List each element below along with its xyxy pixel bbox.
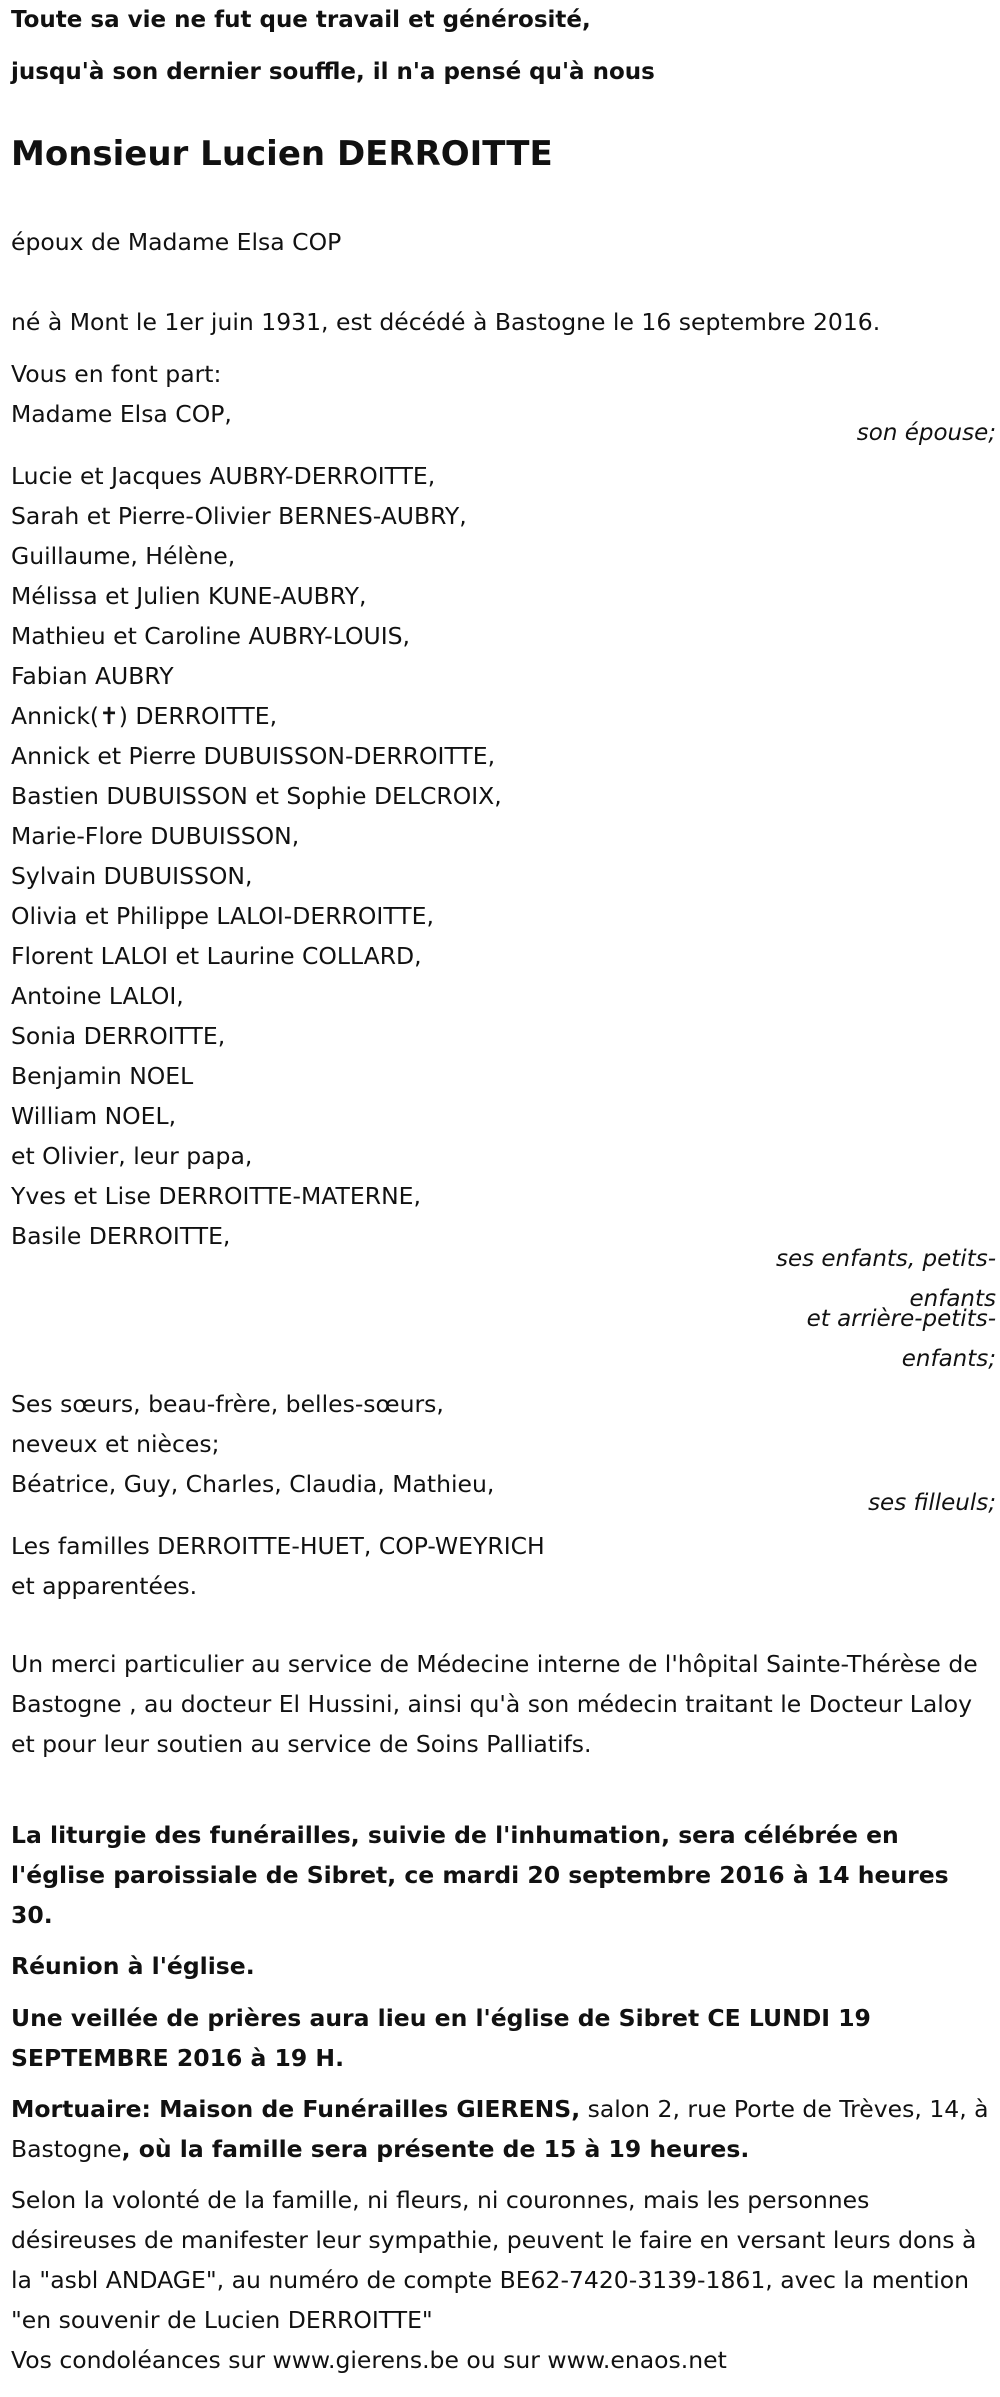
mortuary-address: salon 2, rue Porte de Trèves, 14, à Bastogne	[11, 2095, 989, 2163]
spouse-line: époux de Madame Elsa COP	[11, 228, 342, 256]
list-item: Annick(✝) DERROITTE,	[11, 702, 278, 730]
siblings-line-1: Ses sœurs, beau-frère, belles-sœurs,	[11, 1390, 444, 1418]
announcement-spouse: Madame Elsa COP,	[11, 400, 232, 428]
mortuary-presence: , où la famille sera présente de 15 à 19 heures.	[121, 2135, 750, 2163]
children-role-3: et arrière-petits-	[806, 1306, 996, 1332]
thanks-paragraph: Un merci particulier au service de Médecine interne de l'hôpital Sainte-Thérèse de Bastogne , au docteur El Hussini, ainsi qu'à son médecin traitant le Docteur Laloy et pour leur soutien au service de Soins Palliatifs.	[11, 1650, 978, 1758]
children-role-4: enfants;	[901, 1346, 996, 1372]
deceased-name: Monsieur Lucien DERROITTE	[11, 134, 553, 174]
list-item: Annick et Pierre DUBUISSON-DERROITTE,	[11, 742, 496, 770]
list-item: Sarah et Pierre-Olivier BERNES-AUBRY,	[11, 502, 467, 530]
announcement-intro: Vous en font part:	[11, 360, 222, 388]
list-item: et Olivier, leur papa,	[11, 1142, 253, 1170]
list-item: Mathieu et Caroline AUBRY-LOUIS,	[11, 622, 411, 650]
godchildren-line: Béatrice, Guy, Charles, Claudia, Mathieu,	[11, 1470, 495, 1498]
families-line-1: Les familles DERROITTE-HUET, COP-WEYRICH	[11, 1532, 545, 1560]
birth-death-line: né à Mont le 1er juin 1931, est décédé à Bastogne le 16 septembre 2016.	[11, 308, 881, 336]
funeral-paragraph: La liturgie des funérailles, suivie de l'inhumation, sera célébrée en l'église paroissiale de Sibret, ce mardi 20 septembre 2016 à 14 heures 30.	[11, 1821, 949, 1929]
list-item: Florent LALOI et Laurine COLLARD,	[11, 942, 422, 970]
list-item: Olivia et Philippe LALOI-DERROITTE,	[11, 902, 434, 930]
meeting-paragraph: Réunion à l'église.	[11, 1952, 255, 1980]
families-line-2: et apparentées.	[11, 1572, 198, 1600]
list-item: Bastien DUBUISSON et Sophie DELCROIX,	[11, 782, 502, 810]
motto-line-2: jusqu'à son dernier souffle, il n'a pensé qu'à nous	[11, 59, 655, 85]
list-item: Sonia DERROITTE,	[11, 1022, 226, 1050]
godchildren-role: ses filleuls;	[868, 1490, 996, 1516]
siblings-line-2: neveux et nièces;	[11, 1430, 220, 1458]
wishes-paragraph: Selon la volonté de la famille, ni fleurs, ni couronnes, mais les personnes désireuses de manifester leur sympathie, peuvent le faire en versant leurs dons à la "asbl ANDAGE", au numéro de compte BE62-7420-3139-1861, avec la mention "en souvenir de Lucien DERROITTE"	[11, 2186, 977, 2334]
children-role-2: enfants	[909, 1286, 996, 1312]
list-item: Sylvain DUBUISSON,	[11, 862, 253, 890]
list-item: Guillaume, Hélène,	[11, 542, 236, 570]
list-item: Basile DERROITTE,	[11, 1222, 231, 1250]
list-item: William NOEL,	[11, 1102, 177, 1130]
list-item: Antoine LALOI,	[11, 982, 184, 1010]
list-item: Fabian AUBRY	[11, 662, 174, 690]
list-item: Marie-Flore DUBUISSON,	[11, 822, 300, 850]
list-item: Mélissa et Julien KUNE-AUBRY,	[11, 582, 367, 610]
children-role-1: ses enfants, petits-	[775, 1246, 996, 1272]
motto-line-1: Toute sa vie ne fut que travail et générosité,	[11, 7, 591, 33]
list-item: Benjamin NOEL	[11, 1062, 194, 1090]
mortuary-paragraph	[11, 2089, 994, 2169]
condolences-line: Vos condoléances sur www.gierens.be ou sur www.enaos.net	[11, 2346, 727, 2374]
list-item: Lucie et Jacques AUBRY-DERROITTE,	[11, 462, 436, 490]
list-item: Yves et Lise DERROITTE-MATERNE,	[11, 1182, 421, 1210]
mortuary-label: Mortuaire: Maison de Funérailles GIERENS,	[11, 2095, 581, 2123]
vigil-paragraph: Une veillée de prières aura lieu en l'église de Sibret CE LUNDI 19 SEPTEMBRE 2016 à 19 H.	[11, 2004, 871, 2072]
spouse-role: son épouse;	[856, 420, 996, 446]
